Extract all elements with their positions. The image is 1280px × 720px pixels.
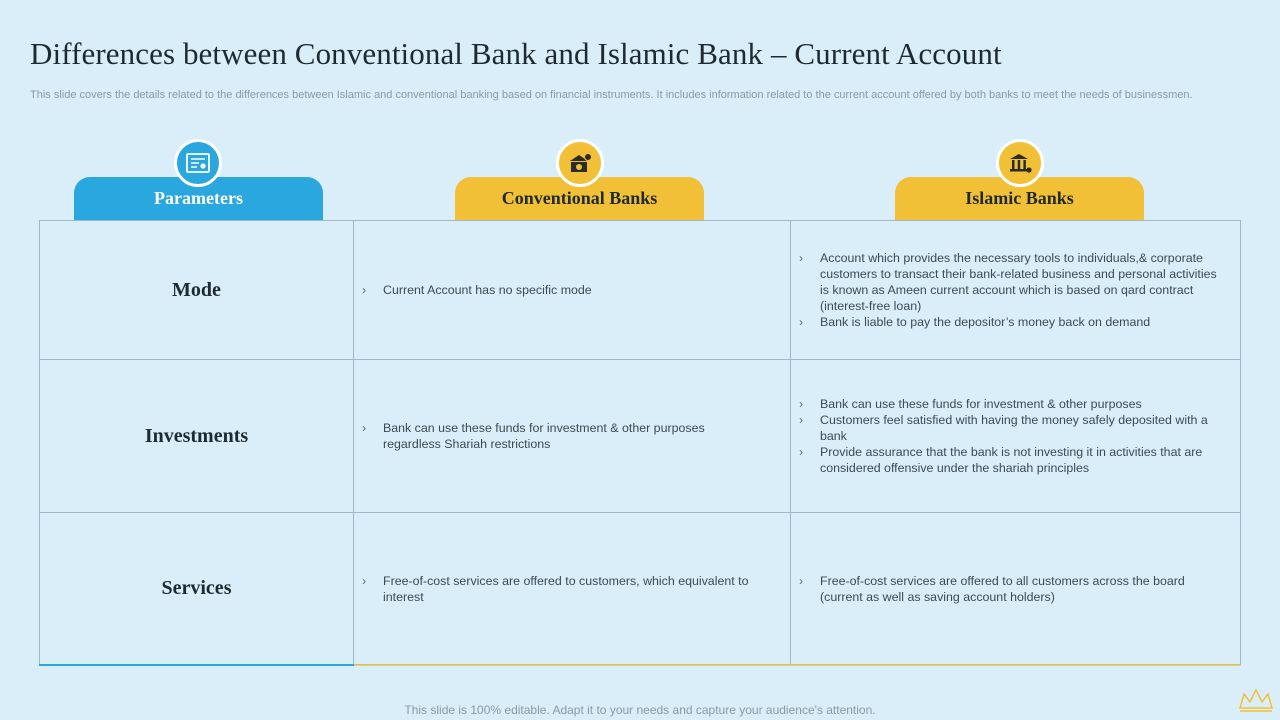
- bank-money-icon: [556, 139, 604, 187]
- conventional-list: [362, 420, 750, 452]
- islamic-list: [799, 396, 1228, 476]
- islamic-list: [799, 250, 1228, 330]
- bank-building-icon: [996, 139, 1044, 187]
- parameter-label: Investments: [144, 424, 249, 447]
- header-parameters-label: Parameters: [154, 188, 243, 208]
- parameter-label: Services: [161, 577, 232, 599]
- table-row-services: [40, 513, 1240, 664]
- conventional-cell: [354, 360, 791, 512]
- crown-logo-icon: [1236, 682, 1276, 714]
- conventional-list: [362, 573, 750, 605]
- table-bottom-accent-blue: [39, 664, 354, 666]
- page-title: Differences between Conventional Bank and Islamic Bank – Current Account: [30, 36, 1002, 71]
- islamic-cell: [791, 221, 1240, 359]
- islamic-cell: [791, 513, 1240, 664]
- list-item: › Account which provides the necessary tools to individuals,& corporate customers to transact their bank-related business and personal activities is known as Ameen current account which is based on qard contract (interest-free loan): [799, 250, 1228, 314]
- list-item: › Free-of-cost services are offered to all customers across the board (current as well as saving account holders): [799, 573, 1228, 605]
- list-item: › Bank can use these funds for investment & other purposes: [799, 396, 1228, 412]
- conventional-cell: [354, 221, 791, 359]
- header-islamic-label: Islamic Banks: [965, 188, 1074, 208]
- list-item: › Bank is liable to pay the depositor’s money back on demand: [799, 314, 1228, 330]
- page-subtitle: This slide covers the details related to the differences between Islamic and conventional banking based on financial instruments. It includes information related to the current account offered by both banks to meet the needs of businessmen.: [30, 89, 1193, 101]
- comparison-table: [39, 220, 1241, 665]
- list-item: › Customers feel satisfied with having the money safely deposited with a bank: [799, 412, 1228, 444]
- footer-note: This slide is 100% editable. Adapt it to your needs and capture your audience's attention.: [404, 703, 876, 717]
- islamic-cell: [791, 360, 1240, 512]
- list-item: › Provide assurance that the bank is not investing it in activities that are considered offensive under the shariah principles: [799, 444, 1228, 476]
- list-item: › Current Account has no specific mode: [362, 282, 592, 298]
- parameter-cell: [40, 360, 354, 512]
- certificate-icon: [174, 139, 222, 187]
- list-item: › Free-of-cost services are offered to customers, which equivalent to interest: [362, 573, 750, 605]
- parameter-cell: [40, 513, 354, 664]
- islamic-list: [799, 573, 1228, 605]
- conventional-list: [362, 282, 592, 298]
- table-row-mode: [40, 221, 1240, 360]
- list-item: › Bank can use these funds for investment & other purposes regardless Shariah restrictions: [362, 420, 750, 452]
- table-row-investments: [40, 360, 1240, 513]
- parameter-cell: [40, 221, 354, 359]
- conventional-cell: [354, 513, 791, 664]
- parameter-label: Mode: [172, 278, 221, 301]
- header-conventional-label: Conventional Banks: [501, 188, 658, 208]
- table-bottom-accent-yellow: [354, 664, 1241, 666]
